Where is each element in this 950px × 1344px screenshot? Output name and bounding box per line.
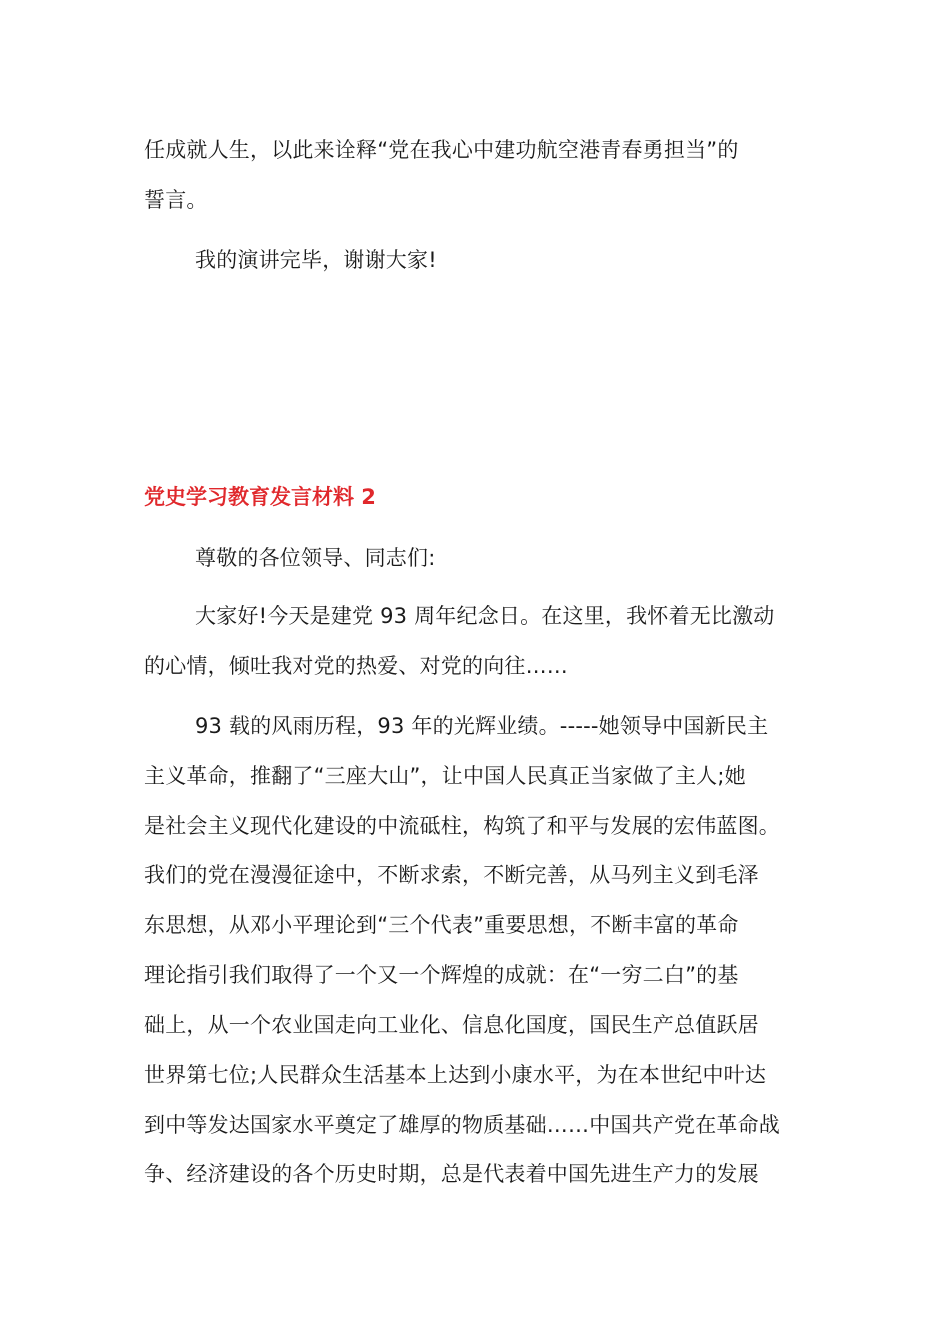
text-line: 理论指引我们取得了一个又一个辉煌的成就：在“一穷二白”的基 [144, 963, 739, 987]
text-line: 是社会主义现代化建设的中流砥柱，构筑了和平与发展的宏伟蓝图。 [144, 814, 780, 838]
text-line: 争、经济建设的各个历史时期，总是代表着中国先进生产力的发展 [144, 1162, 759, 1186]
text-line: 主义革命，推翻了“三座大山”，让中国人民真正当家做了主人;她 [144, 764, 746, 788]
text-line: 世界第七位;人民群众生活基本上达到小康水平，为在本世纪中叶达 [144, 1063, 767, 1087]
text-line: 我们的党在漫漫征途中，不断求索，不断完善，从马列主义到毛泽 [144, 863, 759, 887]
text-line: 东思想，从邓小平理论到“三个代表”重要思想，不断丰富的革命 [144, 913, 739, 937]
text-line: 础上，从一个农业国走向工业化、信息化国度，国民生产总值跃居 [144, 1013, 759, 1037]
salutation: 尊敬的各位领导、同志们: [195, 546, 436, 570]
closing-line: 我的演讲完毕，谢谢大家! [195, 248, 437, 272]
text-line: 任成就人生，以此来诠释“党在我心中建功航空港青春勇担当”的 [144, 138, 739, 162]
text-line: 誓言。 [144, 188, 208, 212]
text-line: 到中等发达国家水平奠定了雄厚的物质基础……中国共产党在革命战 [144, 1113, 780, 1137]
section-heading: 党史学习教育发言材料 2 [144, 485, 376, 509]
text-line: 的心情，倾吐我对党的热爱、对党的向往…… [144, 654, 568, 678]
text-line: 93 载的风雨历程，93 年的光辉业绩。-----她领导中国新民主 [195, 714, 769, 738]
text-line: 大家好!今天是建党 93 周年纪念日。在这里，我怀着无比激动 [195, 604, 775, 628]
